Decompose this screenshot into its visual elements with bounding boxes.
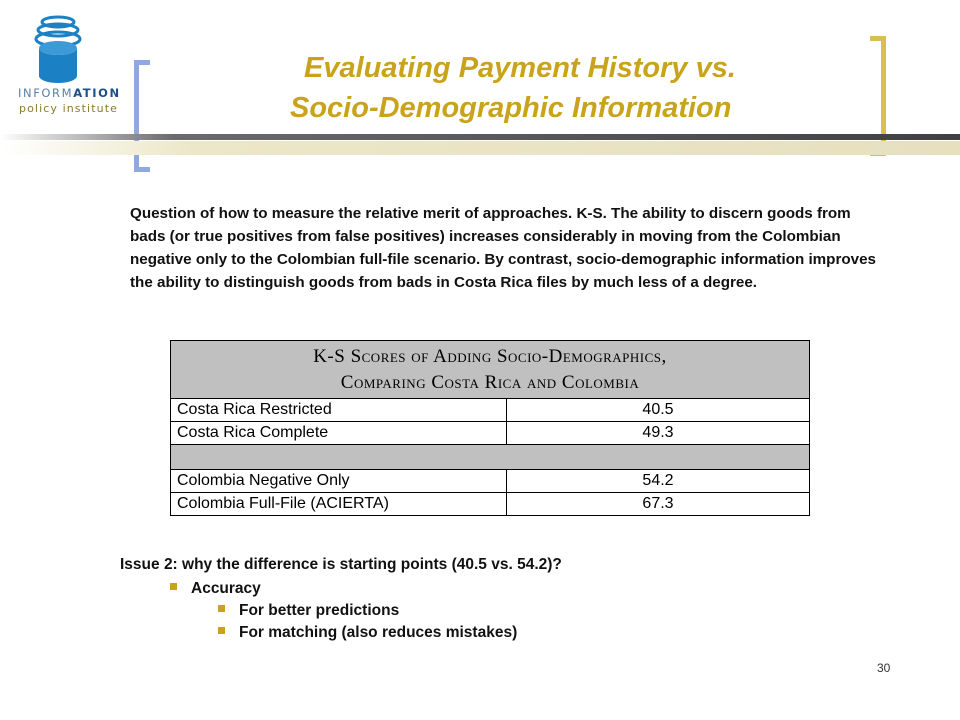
table-row: [171, 470, 810, 493]
row-value: 49.3: [507, 422, 810, 445]
row-value: 54.2: [507, 470, 810, 493]
row-label: Colombia Full-File (ACIERTA): [171, 493, 507, 516]
body-paragraph: Question of how to measure the relative merit of approaches. K-S. The ability to discern goods from bads (or true positives from false positives) increases considerably in moving from the Colombian negative only to the Colombian full-file scenario. By contrast, socio-demographic information improves the ability to distinguish goods from bads in Costa Rica files by much less of a degree.: [130, 205, 876, 291]
row-value: 67.3: [507, 493, 810, 516]
table-header-row: [171, 341, 810, 399]
row-value: 40.5: [507, 399, 810, 422]
logo-wordmark: INFORMATION: [18, 86, 121, 100]
table-spacer-row: [171, 445, 810, 470]
row-label: Costa Rica Restricted: [171, 399, 507, 422]
square-bullet-icon: [218, 605, 225, 612]
square-bullet-icon: [218, 627, 225, 634]
sub-bullet-matching: For matching (also reduces mistakes): [218, 624, 517, 642]
logo-subtitle: policy institute: [19, 102, 118, 115]
slide-title-line1: Evaluating Payment History vs.: [304, 52, 736, 84]
table-row: [171, 493, 810, 516]
title-rule-light: [0, 141, 960, 155]
title-rule-dark: [0, 134, 960, 140]
table-title: [171, 341, 810, 399]
left-bracket: [134, 60, 150, 172]
page-number: 30: [877, 661, 891, 675]
row-label: Colombia Negative Only: [171, 470, 507, 493]
slide-title-line2: Socio-Demographic Information: [290, 92, 732, 124]
table-title-line1: K-S Scores of Adding Socio-Demographics,: [313, 346, 667, 367]
issue-heading: Issue 2: why the difference is starting points (40.5 vs. 54.2)?: [120, 556, 562, 573]
square-bullet-icon: [170, 583, 177, 590]
table-title-line2: Comparing Costa Rica and Colombia: [340, 372, 640, 393]
row-label: Costa Rica Complete: [171, 422, 507, 445]
bullet-accuracy: Accuracy: [170, 580, 261, 598]
ks-scores-table: [170, 340, 810, 516]
table-row: [171, 399, 810, 422]
table-row: [171, 422, 810, 445]
sub-bullet-predictions: For better predictions: [218, 602, 399, 620]
